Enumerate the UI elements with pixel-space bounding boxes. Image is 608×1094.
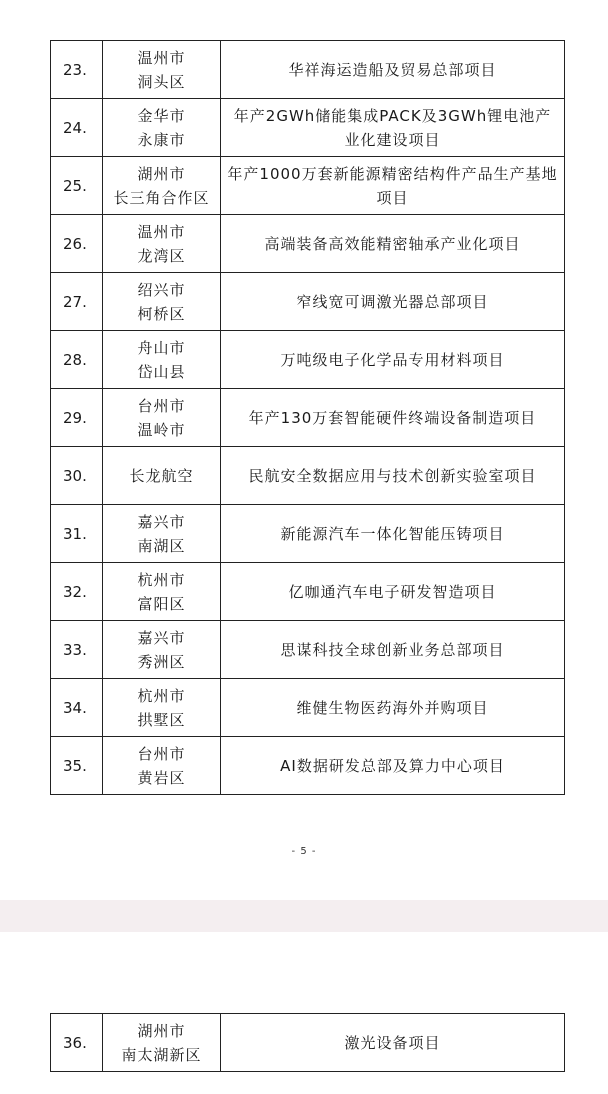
row-number: 32.: [51, 563, 103, 621]
row-number: 36.: [51, 1014, 103, 1072]
region-line: 岱山县: [137, 362, 186, 381]
row-number: 31.: [51, 505, 103, 563]
region-cell: [103, 99, 221, 157]
project-name: 高端装备高效能精密轴承产业化项目: [221, 215, 565, 273]
project-name: 年产130万套智能硬件终端设备制造项目: [221, 389, 565, 447]
region-line: 嘉兴市: [137, 512, 186, 531]
project-table-continued: [50, 1013, 565, 1072]
region-line: 富阳区: [137, 594, 186, 613]
region-line: 龙湾区: [137, 246, 186, 265]
project-name: 窄线宽可调激光器总部项目: [221, 273, 565, 331]
table-row: [51, 1014, 565, 1072]
table-row: [51, 41, 565, 99]
region-cell: [103, 41, 221, 99]
project-table: [50, 40, 565, 795]
region-line: 嘉兴市: [137, 628, 186, 647]
region-line: 秀洲区: [137, 652, 186, 671]
region-line: 柯桥区: [137, 304, 186, 323]
project-name: 激光设备项目: [221, 1014, 565, 1072]
region-line: 湖州市: [137, 164, 186, 183]
row-number: 24.: [51, 99, 103, 157]
region-line: 台州市: [137, 744, 186, 763]
region-line: 长三角合作区: [113, 188, 210, 207]
page-gap: [0, 900, 608, 932]
region-cell: [103, 331, 221, 389]
project-name: 思谋科技全球创新业务总部项目: [221, 621, 565, 679]
page-number: - 5 -: [291, 846, 317, 857]
table-row: [51, 563, 565, 621]
table-row: [51, 737, 565, 795]
region-cell: [103, 621, 221, 679]
region-line: 南湖区: [137, 536, 186, 555]
table-row: [51, 331, 565, 389]
region-line: 黄岩区: [137, 768, 186, 787]
table-row: [51, 215, 565, 273]
project-name: 万吨级电子化学品专用材料项目: [221, 331, 565, 389]
table-row: [51, 621, 565, 679]
region-cell: [103, 1014, 221, 1072]
row-number: 35.: [51, 737, 103, 795]
region-cell: [103, 157, 221, 215]
project-name: 年产1000万套新能源精密结构件产品生产基地项目: [221, 157, 565, 215]
region-cell: [103, 273, 221, 331]
region-line: 湖州市: [137, 1021, 186, 1040]
table-row: [51, 389, 565, 447]
region-line: 台州市: [137, 396, 186, 415]
region-line: 拱墅区: [137, 710, 186, 729]
row-number: 30.: [51, 447, 103, 505]
region-cell: [103, 679, 221, 737]
row-number: 28.: [51, 331, 103, 389]
row-number: 33.: [51, 621, 103, 679]
region-line: 温州市: [137, 222, 186, 241]
region-line: 金华市: [137, 106, 186, 125]
region-cell: [103, 389, 221, 447]
region-cell: [103, 563, 221, 621]
region-line: 永康市: [137, 130, 186, 149]
table-row: [51, 679, 565, 737]
table-row: [51, 273, 565, 331]
project-name: 年产2GWh储能集成PACK及3GWh锂电池产业化建设项目: [221, 99, 565, 157]
row-number: 27.: [51, 273, 103, 331]
region-line: 舟山市: [137, 338, 186, 357]
project-name: 民航安全数据应用与技术创新实验室项目: [221, 447, 565, 505]
table-row: [51, 505, 565, 563]
table-row: [51, 447, 565, 505]
project-name: 新能源汽车一体化智能压铸项目: [221, 505, 565, 563]
region-line: 长龙航空: [129, 466, 194, 485]
project-name: 华祥海运造船及贸易总部项目: [221, 41, 565, 99]
document-page-6: [0, 932, 608, 1094]
row-number: 29.: [51, 389, 103, 447]
table-row: [51, 99, 565, 157]
region-line: 温州市: [137, 48, 186, 67]
region-line: 杭州市: [137, 570, 186, 589]
project-name: 亿咖通汽车电子研发智造项目: [221, 563, 565, 621]
table-row: [51, 157, 565, 215]
region-line: 绍兴市: [137, 280, 186, 299]
row-number: 34.: [51, 679, 103, 737]
region-cell: [103, 447, 221, 505]
region-cell: [103, 215, 221, 273]
region-line: 洞头区: [137, 72, 186, 91]
region-line: 南太湖新区: [121, 1045, 202, 1064]
region-cell: [103, 737, 221, 795]
row-number: 23.: [51, 41, 103, 99]
region-line: 温岭市: [137, 420, 186, 439]
region-cell: [103, 505, 221, 563]
project-name: 维健生物医药海外并购项目: [221, 679, 565, 737]
row-number: 25.: [51, 157, 103, 215]
row-number: 26.: [51, 215, 103, 273]
region-line: 杭州市: [137, 686, 186, 705]
project-name: AI数据研发总部及算力中心项目: [221, 737, 565, 795]
